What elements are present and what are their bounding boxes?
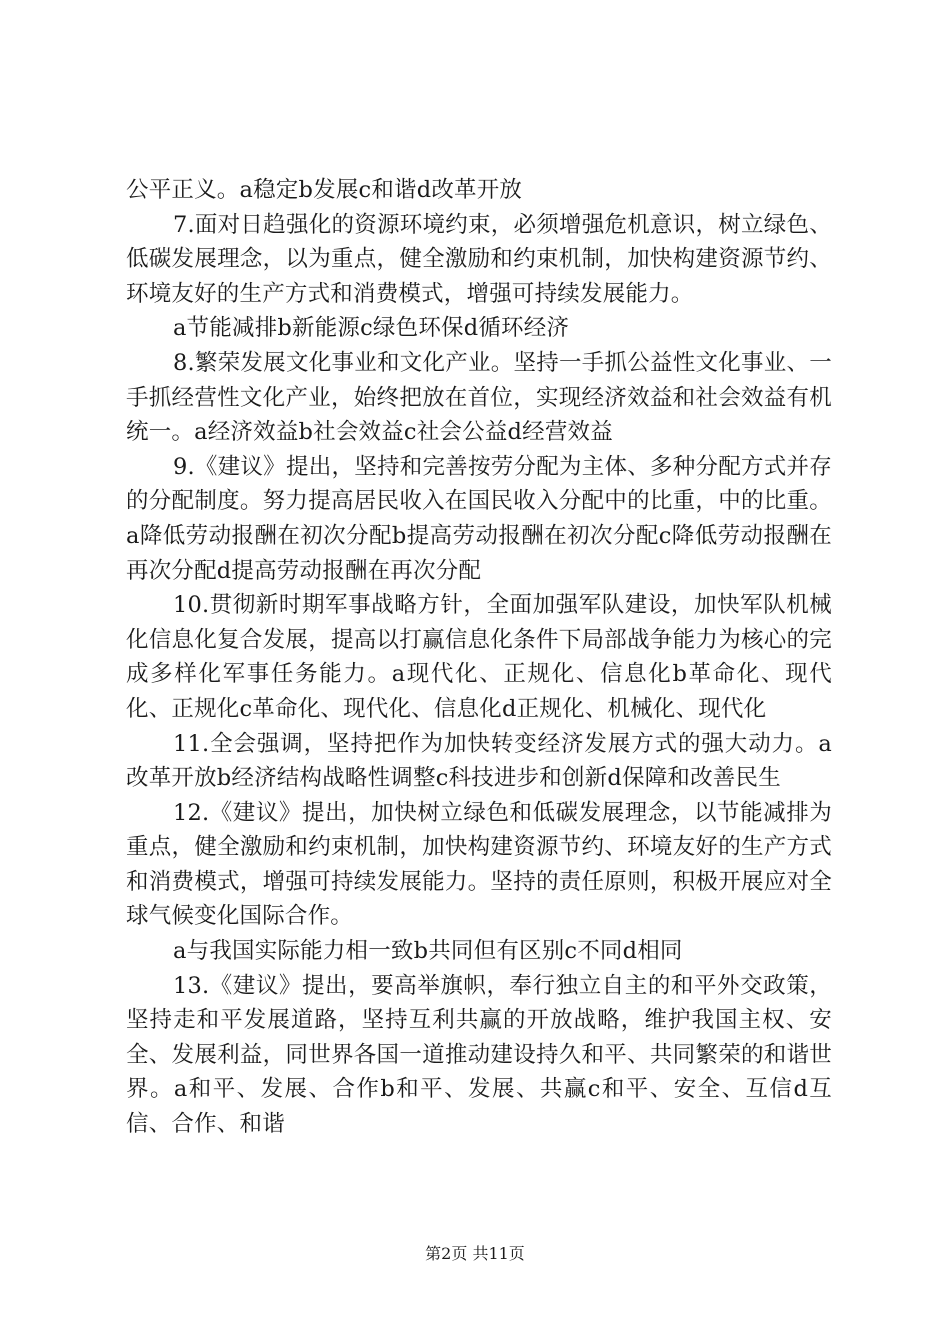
paragraph-question-13: 13.《建议》提出，要高举旗帜，奉行独立自主的和平外交政策，坚持走和平发展道路，坚持互利共赢的开放战略，维护我国主权、安全、发展利益，同世界各国一道推动建设持久和平、共同繁荣的和谐世界。a和平、发展、合作b和平、发展、共赢c和平、安全、互信d互信、合作、和谐 — [126, 972, 832, 1138]
paragraph-question-9: 9.《建议》提出，坚持和完善按劳分配为主体、多种分配方式并存的分配制度。努力提高居民收入在国民收入分配中的比重，中的比重。a降低劳动报酬在初次分配b提高劳动报酬在初次分配c降低劳动报酬在再次分配d提高劳动报酬在再次分配 — [126, 453, 832, 584]
paragraph-question-7: 7.面对日趋强化的资源环境约束，必须增强危机意识，树立绿色、低碳发展理念，以为重点，健全激励和约束机制，加快构建资源节约、环境友好的生产方式和消费模式，增强可持续发展能力。 — [126, 211, 832, 307]
paragraph-question-11: 11.全会强调，坚持把作为加快转变经济发展方式的强大动力。a改革开放b经济结构战略性调整c科技进步和创新d保障和改善民生 — [126, 730, 832, 792]
page-number-footer: 第2页 共11页 — [425, 1244, 525, 1263]
document-body — [126, 173, 832, 1142]
paragraph-question-12: 12.《建议》提出，加快树立绿色和低碳发展理念，以节能减排为重点，健全激励和约束机制，加快构建资源节约、环境友好的生产方式和消费模式，增强可持续发展能力。坚持的责任原则，积极开展应对全球气候变化国际合作。 — [126, 799, 832, 930]
paragraph-options-7: a节能减排b新能源c绿色环保d循环经济 — [173, 315, 570, 342]
paragraph-continuation: 公平正义。a稳定b发展c和谐d改革开放 — [126, 177, 523, 203]
paragraph-options-12: a与我国实际能力相一致b共同但有区别c不同d相同 — [173, 938, 683, 965]
paragraph-question-8: 8.繁荣发展文化事业和文化产业。坚持一手抓公益性文化事业、一手抓经营性文化产业，始终把放在首位，实现经济效益和社会效益有机统一。a经济效益b社会效益c社会公益d经营效益 — [126, 349, 832, 446]
paragraph-question-10: 10.贯彻新时期军事战略方针，全面加强军队建设，加快军队机械化信息化复合发展，提高以打赢信息化条件下局部战争能力为核心的完成多样化军事任务能力。a现代化、正规化、信息化b革命化、现代化、正规化c革命化、现代化、信息化d正规化、机械化、现代化 — [126, 592, 832, 722]
